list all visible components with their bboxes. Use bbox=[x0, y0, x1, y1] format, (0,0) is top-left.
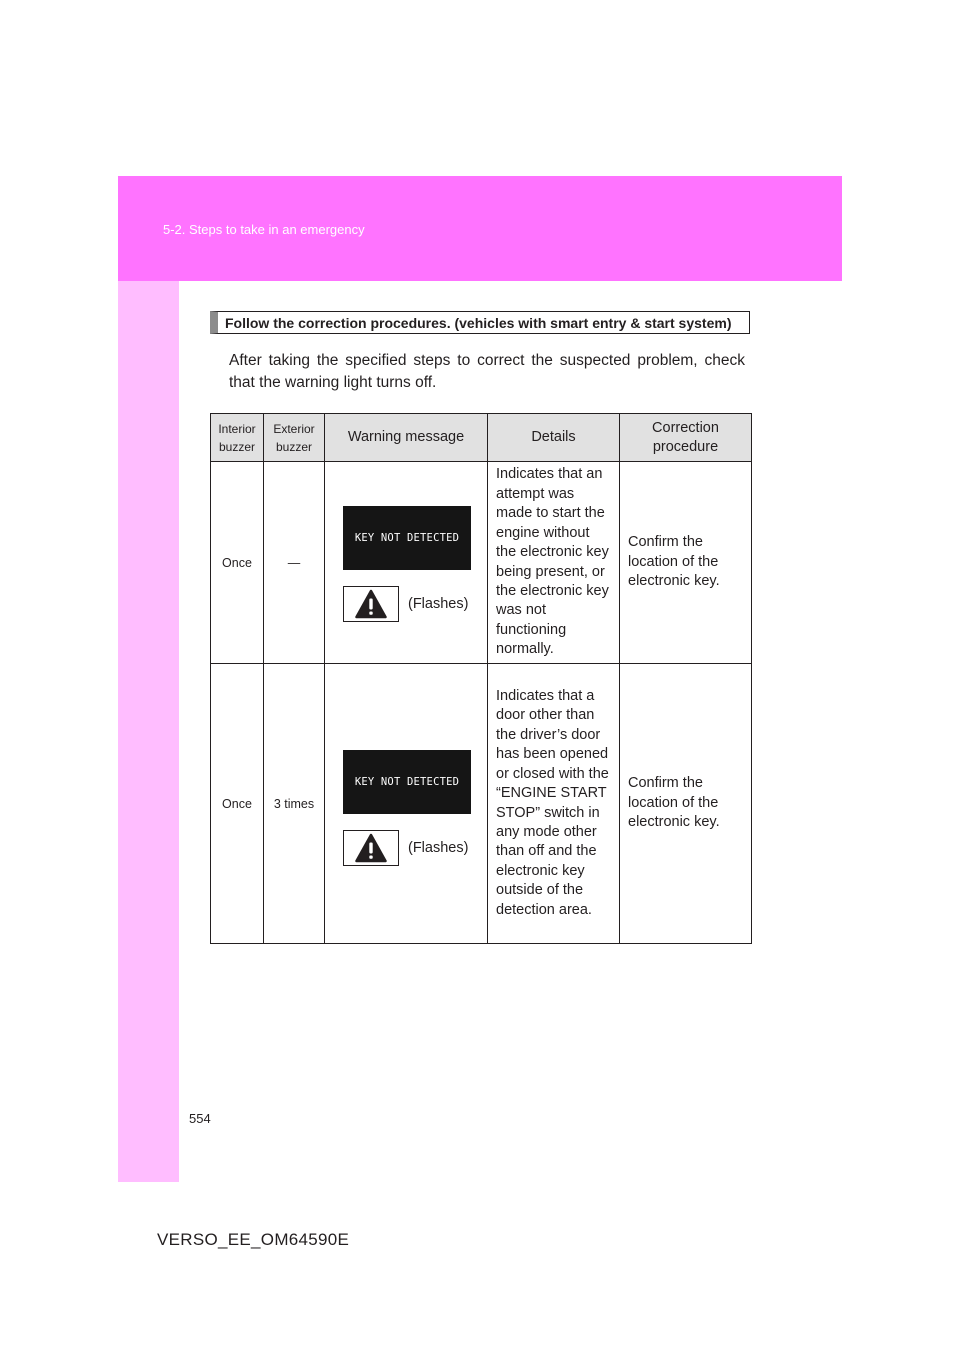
table-row bbox=[211, 664, 752, 944]
display-message-text: KEY NOT DETECTED bbox=[354, 776, 460, 788]
header-exterior-buzzer: Exterior buzzer bbox=[264, 414, 325, 462]
exclamation-triangle-icon bbox=[355, 589, 387, 619]
exclamation-triangle-icon bbox=[355, 833, 387, 863]
section-heading bbox=[210, 311, 750, 334]
intro-paragraph: After taking the specified steps to correct the suspected problem, check that the warning light turns off. bbox=[229, 352, 745, 391]
header-correction-procedure: Correction procedure bbox=[620, 414, 752, 462]
header-details: Details bbox=[488, 414, 620, 462]
header-warning-message: Warning message bbox=[325, 414, 488, 462]
warning-message-cell bbox=[325, 664, 488, 944]
section-breadcrumb: 5-2. Steps to take in an emergency bbox=[163, 222, 365, 237]
interior-buzzer-cell: Once bbox=[211, 664, 264, 944]
interior-buzzer-cell: Once bbox=[211, 462, 264, 664]
warning-light-box bbox=[343, 830, 399, 866]
warning-light-box bbox=[343, 586, 399, 622]
details-cell: Indicates that a door other than the driver’s door has been opened or closed with the “ENGINE START STOP” switch in any mode other than off and the electronic key outside of the detection area. bbox=[488, 664, 620, 944]
exterior-buzzer-cell: — bbox=[264, 462, 325, 664]
header-interior-buzzer: Interior buzzer bbox=[211, 414, 264, 462]
table-row bbox=[211, 462, 752, 664]
page-number: 554 bbox=[189, 1111, 211, 1126]
chapter-sidebar-strip bbox=[118, 281, 179, 1182]
details-cell: Indicates that an attempt was made to start the engine without the electronic key being present, or the electronic key was not functioning normally. bbox=[488, 462, 620, 664]
warning-message-cell bbox=[325, 462, 488, 664]
multi-info-display bbox=[343, 506, 471, 570]
warning-message-table bbox=[210, 413, 752, 944]
document-code: VERSO_EE_OM64590E bbox=[157, 1230, 350, 1249]
multi-info-display bbox=[343, 750, 471, 814]
correction-cell: Confirm the location of the electronic key. bbox=[620, 462, 752, 664]
exterior-buzzer-cell: 3 times bbox=[264, 664, 325, 944]
flashes-note: (Flashes) bbox=[408, 596, 469, 612]
correction-cell: Confirm the location of the electronic key. bbox=[620, 664, 752, 944]
table-header-row bbox=[211, 414, 752, 462]
section-heading-text: Follow the correction procedures. (vehicles with smart entry & start system) bbox=[225, 315, 732, 331]
flashes-note: (Flashes) bbox=[408, 840, 469, 856]
display-message-text: KEY NOT DETECTED bbox=[354, 532, 460, 544]
